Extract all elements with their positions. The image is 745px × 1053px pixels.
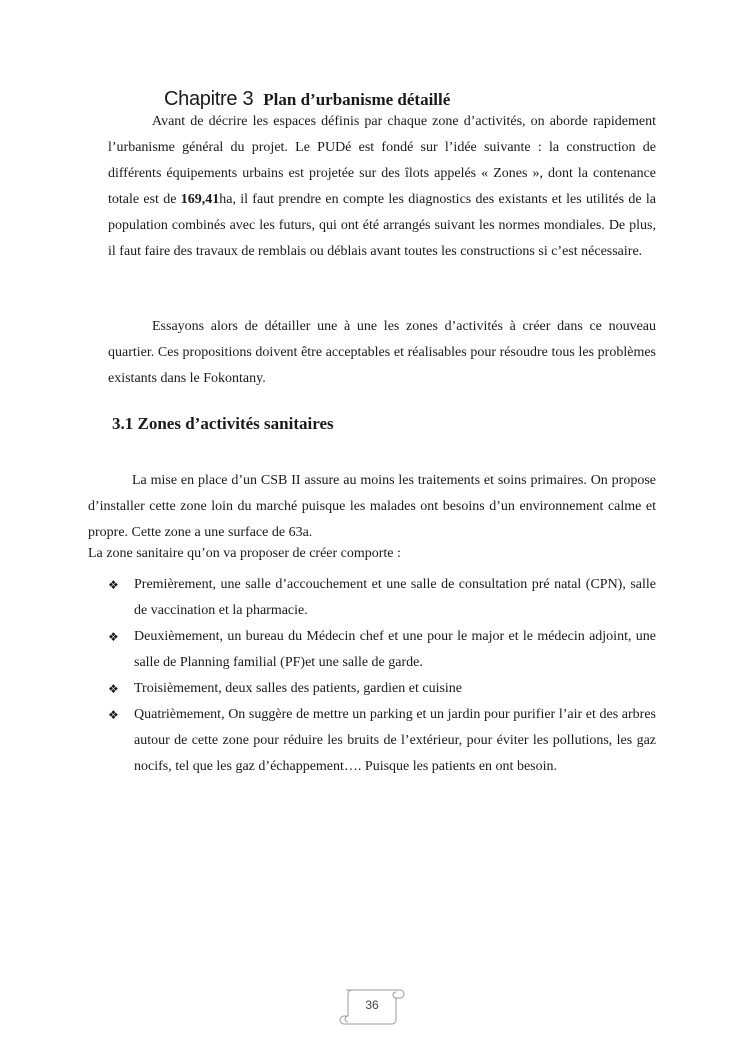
zone-intro-line: La zone sanitaire qu’on va proposer de créer comporte :: [88, 546, 401, 561]
list-item-text: Deuxièmement, un bureau du Médecin chef et une pour le major et le médecin adjoint, une salle de Planning familial (PF)et une salle de garde.: [134, 629, 656, 670]
intro-paragraph: [108, 109, 656, 265]
diamond-bullet-icon: ❖: [108, 630, 119, 644]
list-item: [108, 676, 656, 702]
section-title: Zones d’activités sanitaires: [137, 414, 334, 433]
zone-components-list: [108, 572, 656, 780]
total-area-value: 169,41: [180, 192, 220, 207]
page-number-scroll: [338, 986, 406, 1030]
list-item-text: Troisièmement, deux salles des patients, gardien et cuisine: [134, 681, 463, 696]
csb-paragraph: La mise en place d’un CSB II assure au moins les traitements et soins primaires. On propose d’installer cette zone loin du marché puisque les malades ont besoins d’un environnement calme et propre. Cette zone a une surface de 63a.: [88, 473, 656, 540]
list-item-text: Premièrement, une salle d’accouchement et une salle de consultation pré natal (CPN), salle de vaccination et la pharmacie.: [134, 577, 656, 618]
chapter-heading: [164, 88, 450, 111]
section-heading: [112, 414, 334, 434]
chapter-label: Chapitre 3: [164, 88, 254, 110]
list-item: [108, 624, 656, 676]
section-number: 3.1: [112, 414, 134, 433]
list-item: [108, 572, 656, 624]
diamond-bullet-icon: ❖: [108, 578, 119, 592]
diamond-bullet-icon: ❖: [108, 682, 119, 696]
page-number: 36: [365, 998, 379, 1012]
list-item: [108, 702, 656, 780]
zones-paragraph: Essayons alors de détailler une à une les zones d’activités à créer dans ce nouveau quartier. Ces propositions doivent être acceptables et réalisables pour résoudre tous les problèmes existants dans le Fokontany.: [108, 319, 656, 386]
chapter-title: Plan d’urbanisme détaillé: [263, 90, 451, 109]
intro-text-end: ha, il faut prendre en compte les diagnostics des existants et les utilités de la population combinés avec les futurs, qui ont été arrangés suivant les normes mondiales. De plus, il faut faire des travaux de remblais ou déblais avant toutes les constructions si c’est nécessaire.: [108, 192, 656, 259]
intro-text-start: Avant de décrire les espaces définis par chaque zone d’activités, on aborde rapidement l’urbanisme général du projet. Le PUDé est fondé sur l’idée suivante : la construction de différents équipements urbains est projetée sur des îlots appelés « Zones », dont la contenance totale est de: [108, 114, 656, 207]
diamond-bullet-icon: ❖: [108, 708, 119, 722]
list-item-text: Quatrièmement, On suggère de mettre un parking et un jardin pour purifier l’air et des arbres autour de cette zone pour réduire les bruits de l’extérieur, pour éviter les pollutions, les gaz nocifs, tel que les gaz d’échappement…. Puisque les patients en ont besoin.: [134, 707, 656, 774]
